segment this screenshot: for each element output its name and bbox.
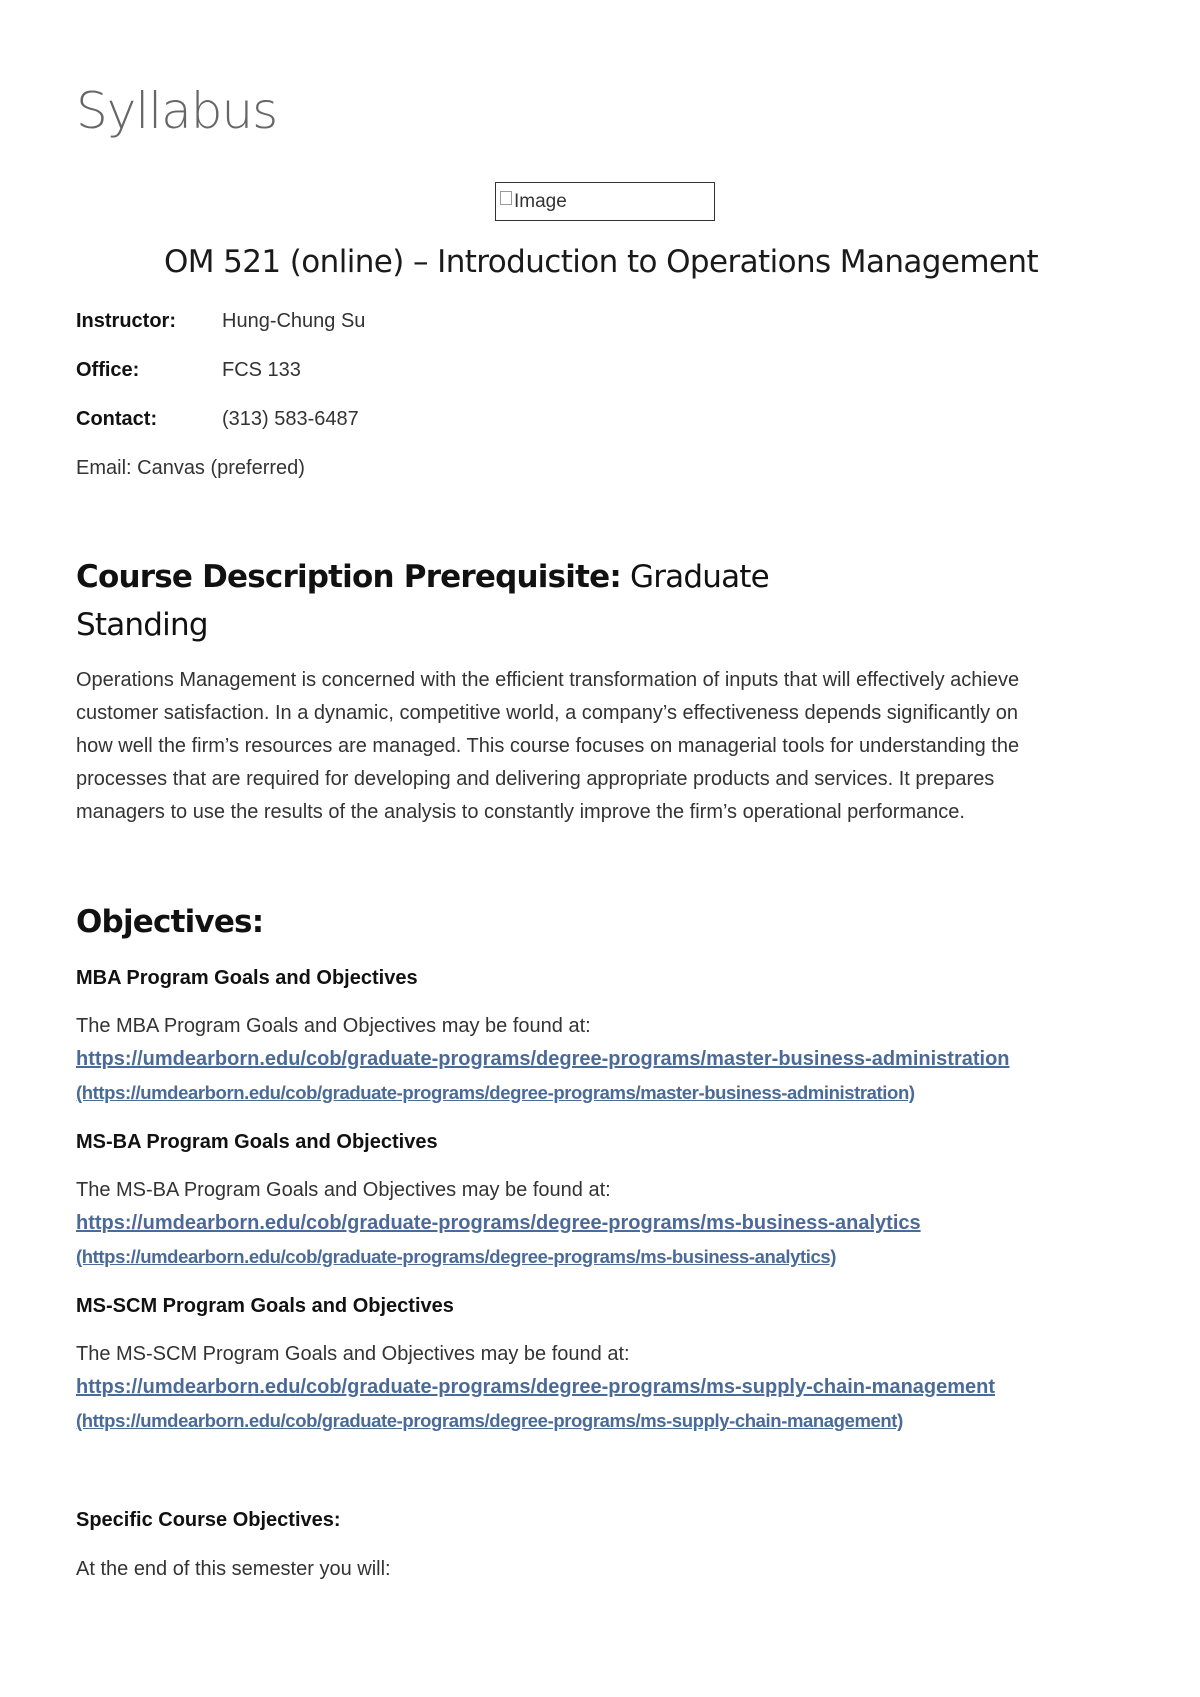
course-description-paragraph <box>76 664 1126 829</box>
description-heading-rest: Graduate <box>620 559 769 595</box>
msscm-goals-heading: MS-SCM Program Goals and Objectives <box>76 1295 454 1317</box>
paragraph-line: managers to use the results of the analysis to constantly improve the firm’s operational performance. <box>76 801 965 823</box>
paragraph-line: Operations Management is concerned with the efficient transformation of inputs that will effectively achieve <box>76 669 1020 691</box>
msba-goals-heading: MS-BA Program Goals and Objectives <box>76 1131 438 1153</box>
course-description-heading <box>76 553 769 649</box>
objectives-heading <box>76 898 263 946</box>
contact-row <box>76 408 359 431</box>
specific-objectives-intro: At the end of this semester you will: <box>76 1558 391 1580</box>
instructor-value: Hung-Chung Su <box>222 310 366 332</box>
msba-goals-link[interactable]: https://umdearborn.edu/cob/graduate-programs/degree-programs/ms-business-analytics <box>76 1212 921 1234</box>
instructor-label: Instructor: <box>76 310 176 332</box>
specific-objectives-heading: Specific Course Objectives: <box>76 1509 341 1531</box>
course-image-placeholder <box>495 182 715 221</box>
office-value: FCS 133 <box>222 359 301 381</box>
msba-goals-intro: The MS-BA Program Goals and Objectives may be found at: <box>76 1179 611 1201</box>
office-label: Office: <box>76 359 140 381</box>
instructor-row <box>76 310 365 333</box>
paragraph-line: customer satisfaction. In a dynamic, competitive world, a company’s effectiveness depends significantly on <box>76 702 1018 724</box>
contact-label: Contact: <box>76 408 158 430</box>
email-row: Email: Canvas (preferred) <box>76 457 305 479</box>
objectives-heading-text: Objectives: <box>76 904 264 940</box>
contact-value: (313) 583-6487 <box>222 408 359 430</box>
description-heading-line2: Standing <box>76 607 208 643</box>
course-title: OM 521 (online) – Introduction to Operations Management <box>163 244 1039 280</box>
msscm-goals-intro: The MS-SCM Program Goals and Objectives may be found at: <box>76 1343 630 1365</box>
mba-goals-heading: MBA Program Goals and Objectives <box>76 967 418 989</box>
mba-goals-link[interactable]: https://umdearborn.edu/cob/graduate-programs/degree-programs/master-business-administration <box>76 1048 1010 1070</box>
msba-goals-link-alt[interactable]: (https://umdearborn.edu/cob/graduate-programs/degree-programs/ms-business-analytics) <box>76 1246 836 1267</box>
paragraph-line: how well the firm’s resources are managed. This course focuses on managerial tools for understanding the <box>76 735 1020 757</box>
mba-goals-link-alt[interactable]: (https://umdearborn.edu/cob/graduate-programs/degree-programs/master-business-administration) <box>76 1082 915 1103</box>
description-heading-bold: Course Description Prerequisite: <box>76 559 621 595</box>
paragraph-line: processes that are required for developing and delivering appropriate products and services. It prepares <box>76 768 995 790</box>
office-row <box>76 359 301 382</box>
mba-goals-intro: The MBA Program Goals and Objectives may be found at: <box>76 1015 591 1037</box>
msscm-goals-link-alt[interactable]: (https://umdearborn.edu/cob/graduate-programs/degree-programs/ms-supply-chain-management) <box>76 1410 903 1431</box>
broken-image-icon <box>500 191 512 205</box>
image-alt-text: Image <box>514 190 567 212</box>
page-title: Syllabus <box>76 82 278 140</box>
msscm-goals-link[interactable]: https://umdearborn.edu/cob/graduate-programs/degree-programs/ms-supply-chain-management <box>76 1376 996 1398</box>
